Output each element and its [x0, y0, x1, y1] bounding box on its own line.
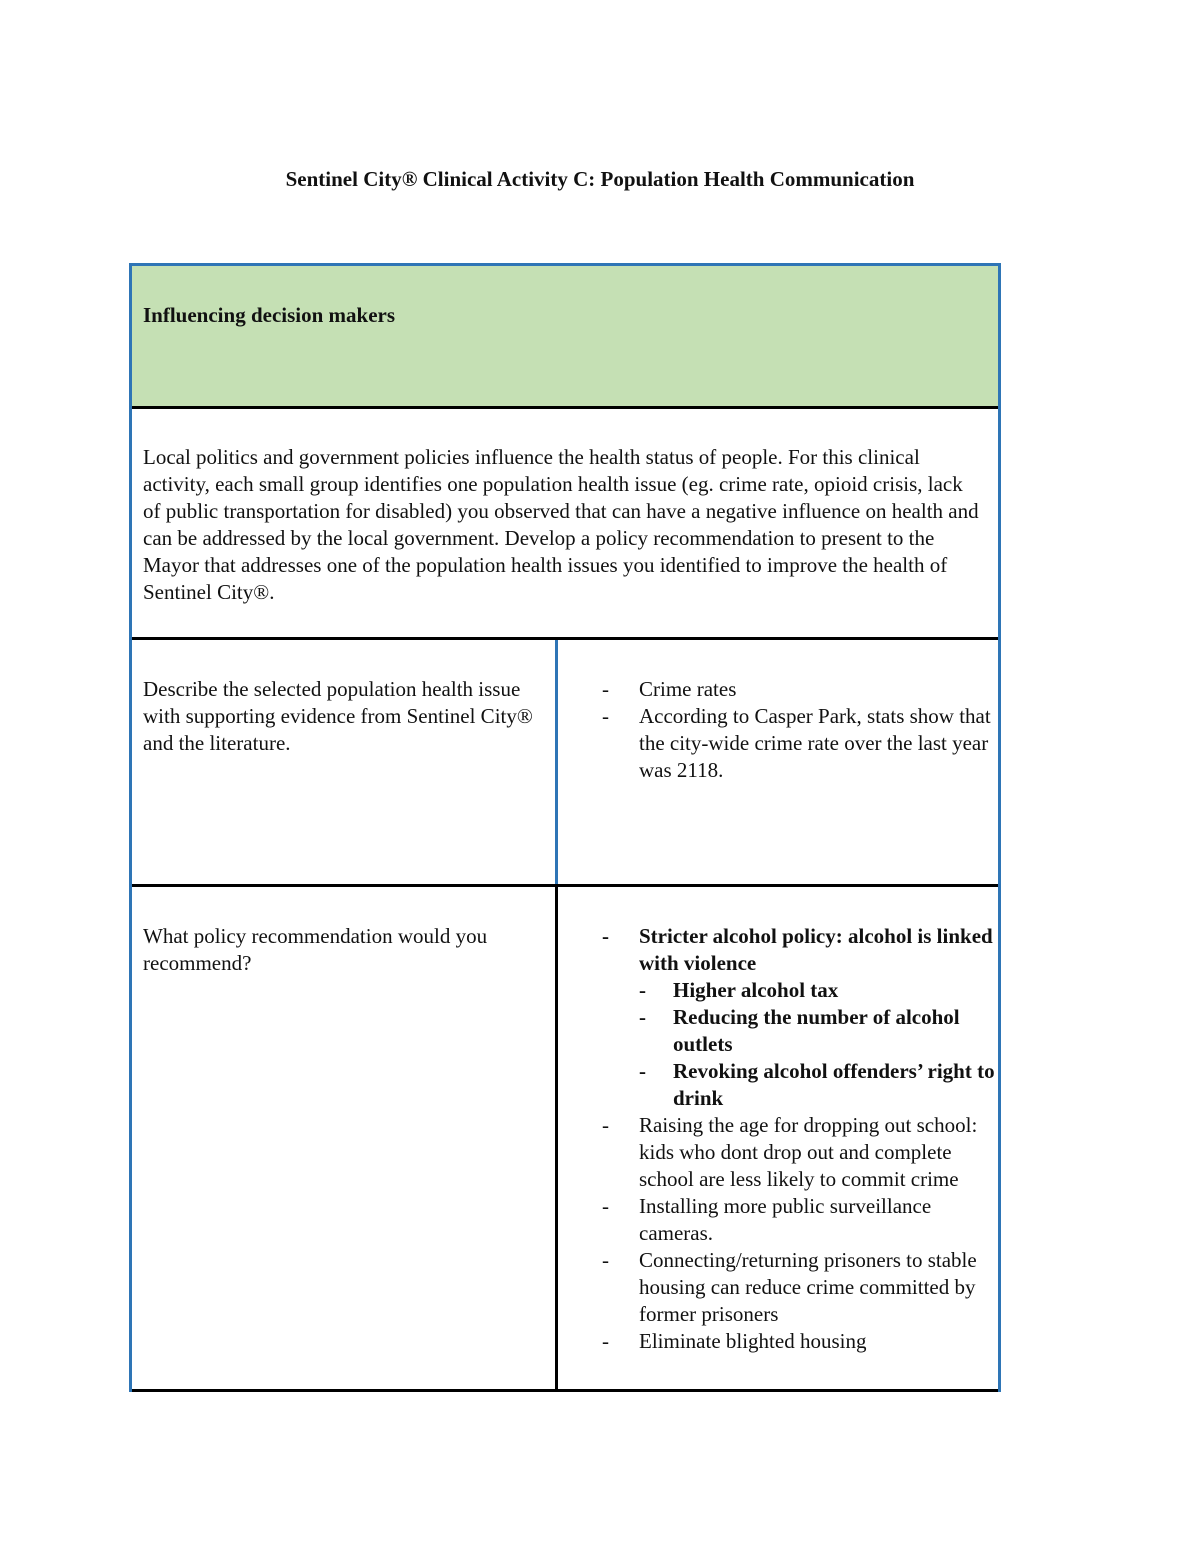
policy-sub-list [602, 977, 997, 1112]
document-title: Sentinel City® Clinical Activity C: Population Health Communication [285, 167, 915, 191]
column-divider [555, 887, 558, 1389]
list-item: - Raising the age for dropping out school: kids who dont drop out and complete school are less likely to commit crime [602, 1112, 997, 1193]
issue-answer-cell [602, 676, 997, 784]
policy-answer-cell [602, 923, 997, 1355]
sub-list-item: - Higher alcohol tax [602, 977, 997, 1004]
intro-text: Local politics and government policies influence the health status of people. For this clinical activity, each small group identifies one population health issue (eg. crime rate, opioid crisis, lack of public transportation for disabled) you observed that can have a negative influence on health and can be addressed by the local government. Develop a policy recommendation to present to the Mayor that addresses one of the population health issues you identified to improve the health of Sentinel City®. [143, 445, 979, 604]
list-item: - Eliminate blighted housing [602, 1328, 997, 1355]
list-item: - Crime rates [602, 676, 997, 703]
issue-row [132, 640, 998, 887]
sub-list-item: - Reducing the number of alcohol outlets [602, 1004, 997, 1058]
policy-other-list [602, 1112, 997, 1355]
list-item: - According to Casper Park, stats show that the city-wide crime rate over the last year was 2118. [602, 703, 997, 784]
table-header-text: Influencing decision makers [143, 303, 396, 327]
issue-answer-list [602, 676, 997, 784]
policy-answer-list [602, 923, 997, 977]
list-item: - Connecting/returning prisoners to stable housing can reduce crime committed by former prisoners [602, 1247, 997, 1328]
activity-table [129, 263, 1001, 1392]
column-divider [555, 640, 558, 884]
list-item [602, 923, 997, 977]
policy-row [132, 887, 998, 1392]
policy-question: What policy recommendation would you recommend? [143, 924, 488, 975]
sub-list-item: - Revoking alcohol offenders’ right to drink [602, 1058, 997, 1112]
table-header-row [132, 266, 998, 409]
policy-main-text: Stricter alcohol policy: alcohol is linked with violence [639, 924, 993, 975]
issue-question: Describe the selected population health issue with supporting evidence from Sentinel City® and the literature. [143, 677, 533, 755]
intro-row [132, 409, 998, 640]
list-item: - Installing more public surveillance cameras. [602, 1193, 997, 1247]
